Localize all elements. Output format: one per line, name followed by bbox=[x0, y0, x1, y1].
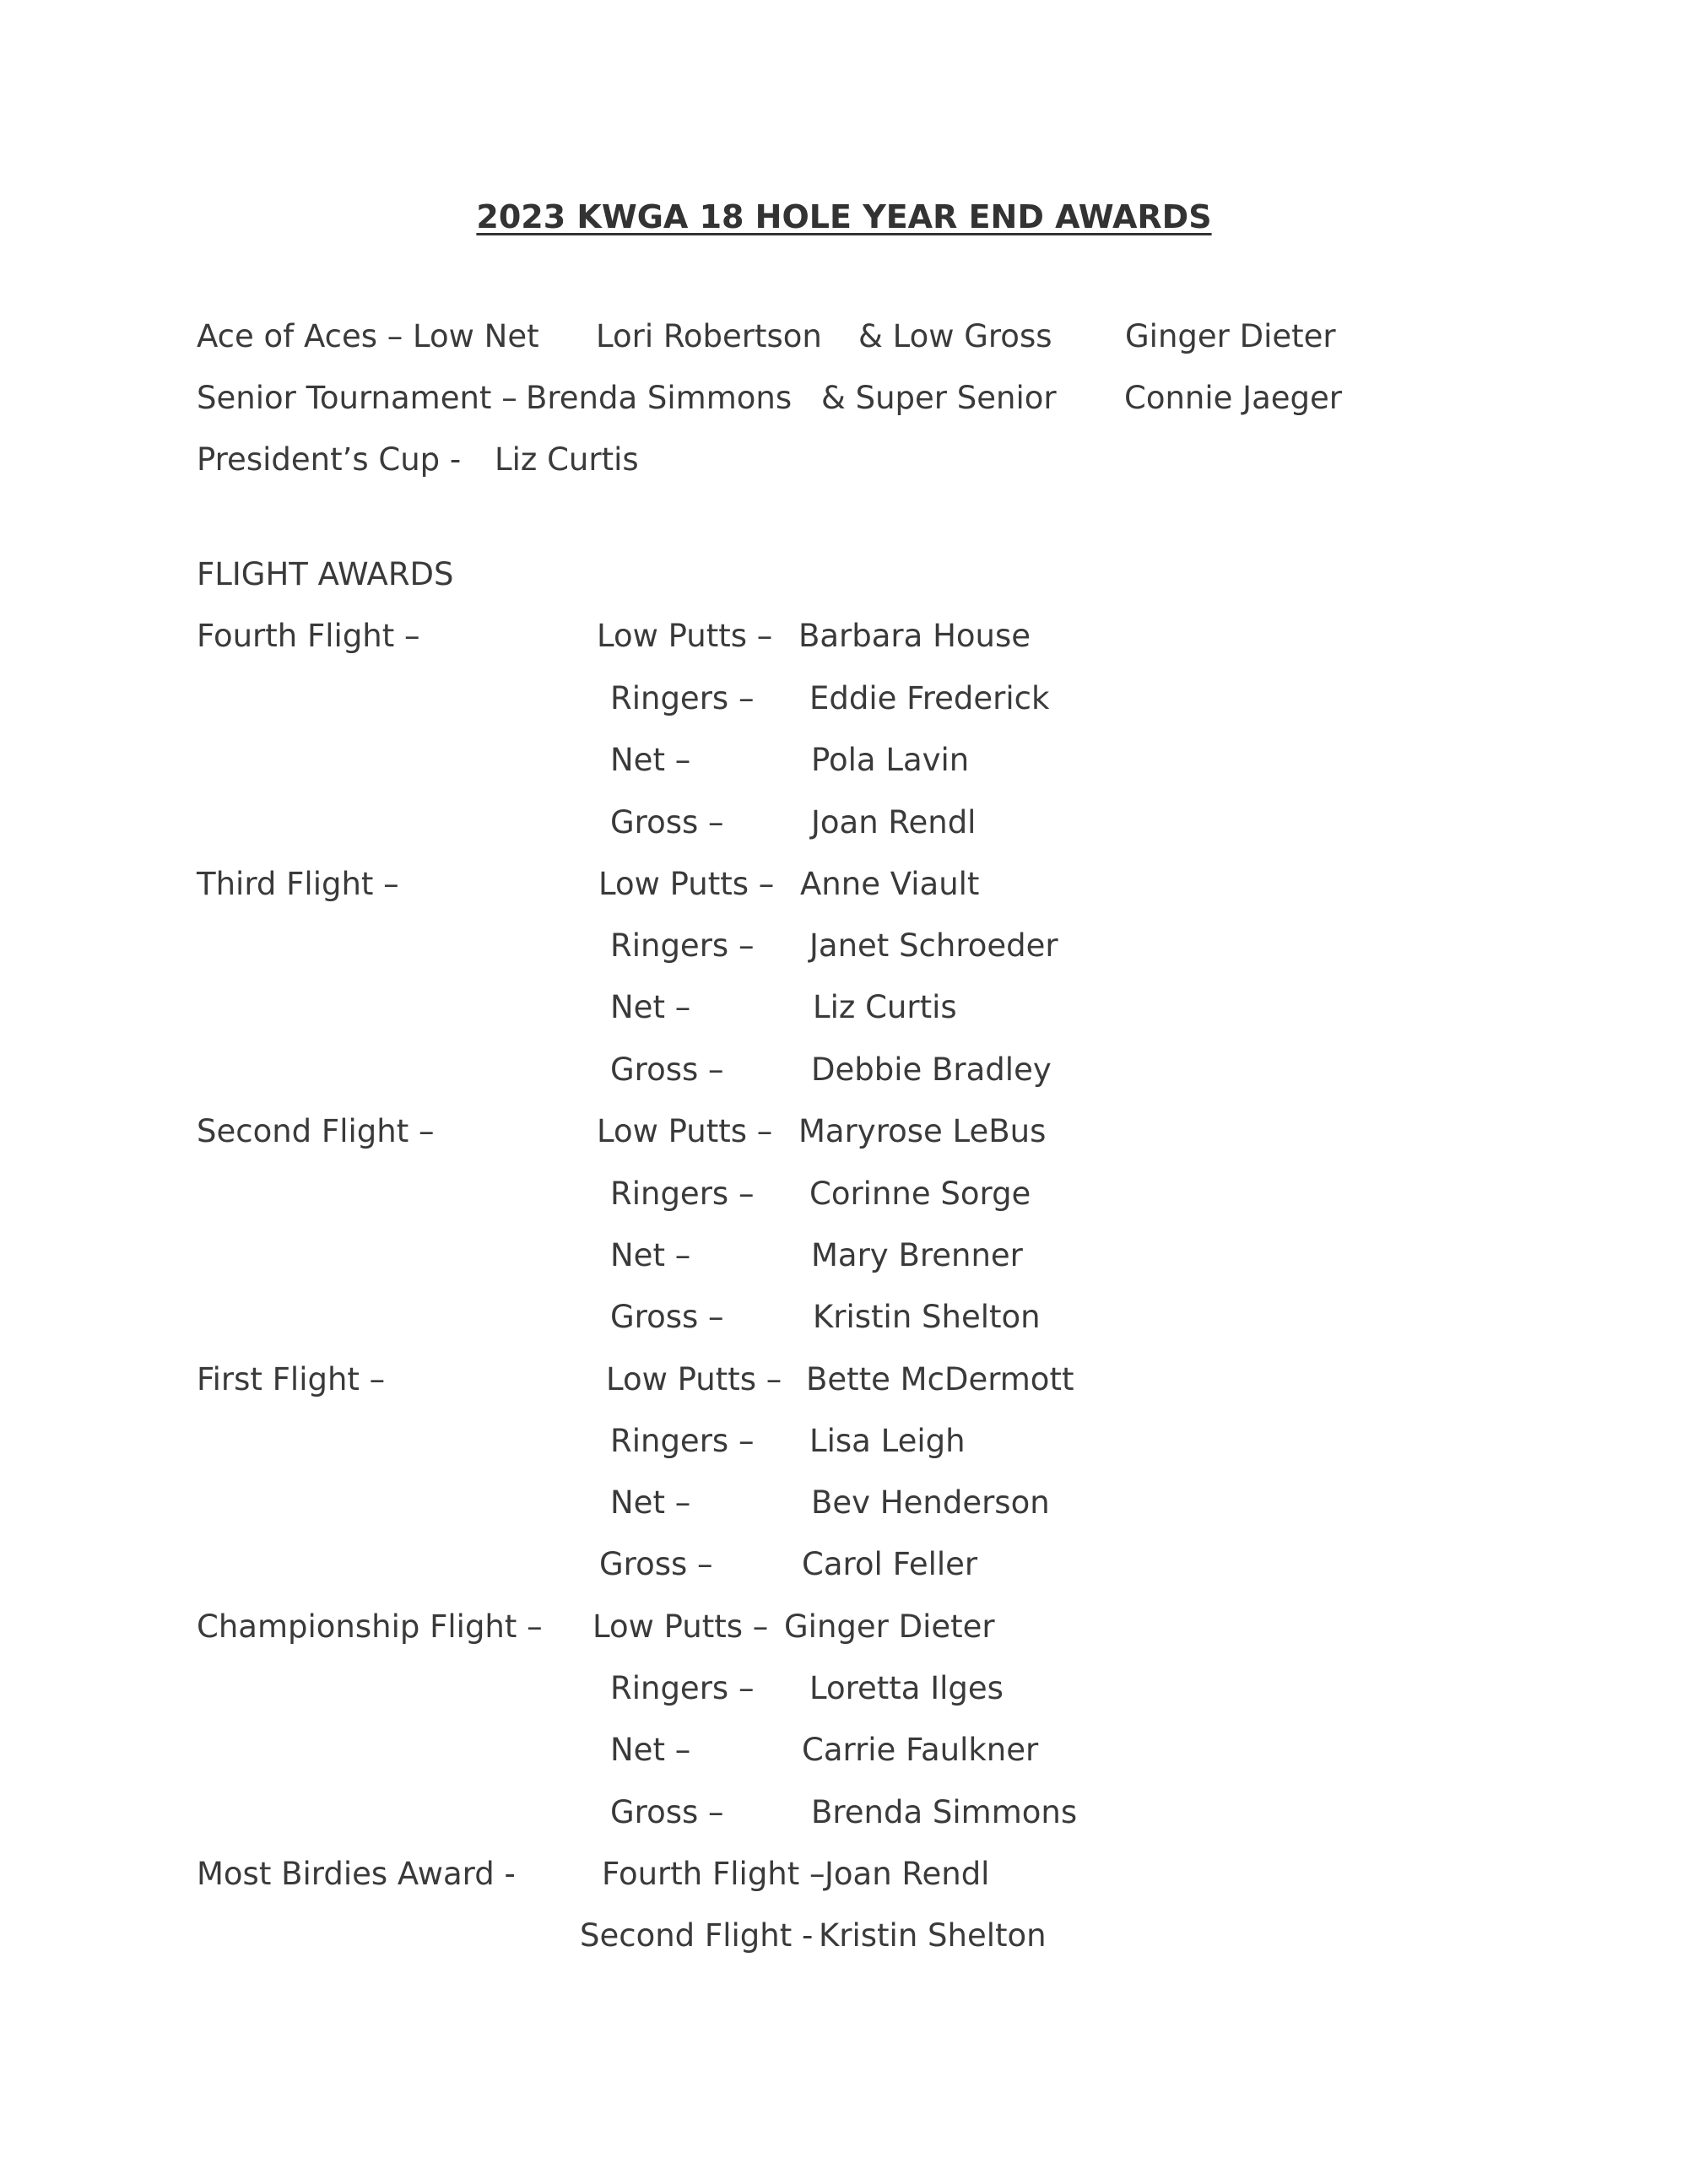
low-gross-winner: Ginger Dieter bbox=[1125, 318, 1336, 354]
flight-name: Second Flight – bbox=[197, 1113, 435, 1149]
presidents-cup-label: President’s Cup - bbox=[197, 441, 462, 478]
flight-name: Championship Flight – bbox=[197, 1608, 543, 1645]
award-category: Net – bbox=[610, 1237, 691, 1273]
award-category: Low Putts – bbox=[598, 866, 775, 902]
award-category: Ringers – bbox=[610, 927, 755, 964]
award-winner: Ginger Dieter bbox=[784, 1608, 995, 1645]
most-birdies-label: Most Birdies Award - bbox=[197, 1856, 516, 1892]
most-birdies-winner: Joan Rendl bbox=[825, 1856, 990, 1892]
senior-tournament-winner: Brenda Simmons bbox=[526, 380, 793, 416]
award-winner: Barbara House bbox=[798, 618, 1031, 654]
award-winner: Maryrose LeBus bbox=[798, 1113, 1047, 1149]
award-winner: Kristin Shelton bbox=[813, 1299, 1041, 1335]
most-birdies-winner: Kristin Shelton bbox=[819, 1917, 1047, 1954]
award-category: Net – bbox=[610, 1732, 691, 1768]
award-winner: Lisa Leigh bbox=[809, 1423, 966, 1459]
super-senior-label: & Super Senior bbox=[821, 380, 1057, 416]
award-winner: Liz Curtis bbox=[813, 989, 957, 1025]
award-category: Low Putts – bbox=[592, 1608, 769, 1645]
senior-tournament-label: Senior Tournament – bbox=[197, 380, 517, 416]
award-category: Gross – bbox=[610, 1299, 724, 1335]
award-category: Net – bbox=[610, 1484, 691, 1521]
award-winner: Anne Viault bbox=[800, 866, 980, 902]
award-winner: Bette McDermott bbox=[806, 1361, 1074, 1397]
award-category: Low Putts – bbox=[597, 618, 773, 654]
award-winner: Joan Rendl bbox=[811, 804, 977, 841]
flight-name: Third Flight – bbox=[197, 866, 399, 902]
presidents-cup-winner: Liz Curtis bbox=[495, 441, 639, 478]
award-category: Low Putts – bbox=[597, 1113, 773, 1149]
award-winner: Pola Lavin bbox=[811, 742, 970, 778]
award-winner: Debbie Bradley bbox=[811, 1051, 1052, 1088]
most-birdies-flight: Fourth Flight – bbox=[602, 1856, 825, 1892]
ace-of-aces-label: Ace of Aces – Low Net bbox=[197, 318, 539, 354]
award-category: Ringers – bbox=[610, 680, 755, 716]
award-winner: Bev Henderson bbox=[811, 1484, 1050, 1521]
award-category: Gross – bbox=[610, 1051, 724, 1088]
award-category: Gross – bbox=[599, 1546, 713, 1582]
award-winner: Corinne Sorge bbox=[809, 1176, 1031, 1212]
award-category: Gross – bbox=[610, 804, 724, 841]
most-birdies-flight: Second Flight - bbox=[580, 1917, 814, 1954]
award-category: Net – bbox=[610, 742, 691, 778]
award-winner: Loretta Ilges bbox=[809, 1670, 1004, 1706]
low-gross-label: & Low Gross bbox=[858, 318, 1052, 354]
award-winner: Mary Brenner bbox=[811, 1237, 1023, 1273]
super-senior-winner: Connie Jaeger bbox=[1124, 380, 1342, 416]
award-winner: Carol Feller bbox=[802, 1546, 978, 1582]
award-category: Low Putts – bbox=[606, 1361, 782, 1397]
award-winner: Carrie Faulkner bbox=[802, 1732, 1039, 1768]
award-winner: Eddie Frederick bbox=[809, 680, 1050, 716]
flight-name: Fourth Flight – bbox=[197, 618, 420, 654]
flight-name: First Flight – bbox=[197, 1361, 386, 1397]
award-category: Ringers – bbox=[610, 1670, 755, 1706]
award-category: Ringers – bbox=[610, 1176, 755, 1212]
award-category: Gross – bbox=[610, 1794, 724, 1830]
award-category: Net – bbox=[610, 989, 691, 1025]
flight-awards-heading: FLIGHT AWARDS bbox=[197, 556, 454, 592]
award-category: Ringers – bbox=[610, 1423, 755, 1459]
page-title: 2023 KWGA 18 HOLE YEAR END AWARDS bbox=[476, 198, 1212, 235]
ace-of-aces-winner: Lori Robertson bbox=[596, 318, 822, 354]
award-winner: Janet Schroeder bbox=[809, 927, 1058, 964]
award-winner: Brenda Simmons bbox=[811, 1794, 1078, 1830]
